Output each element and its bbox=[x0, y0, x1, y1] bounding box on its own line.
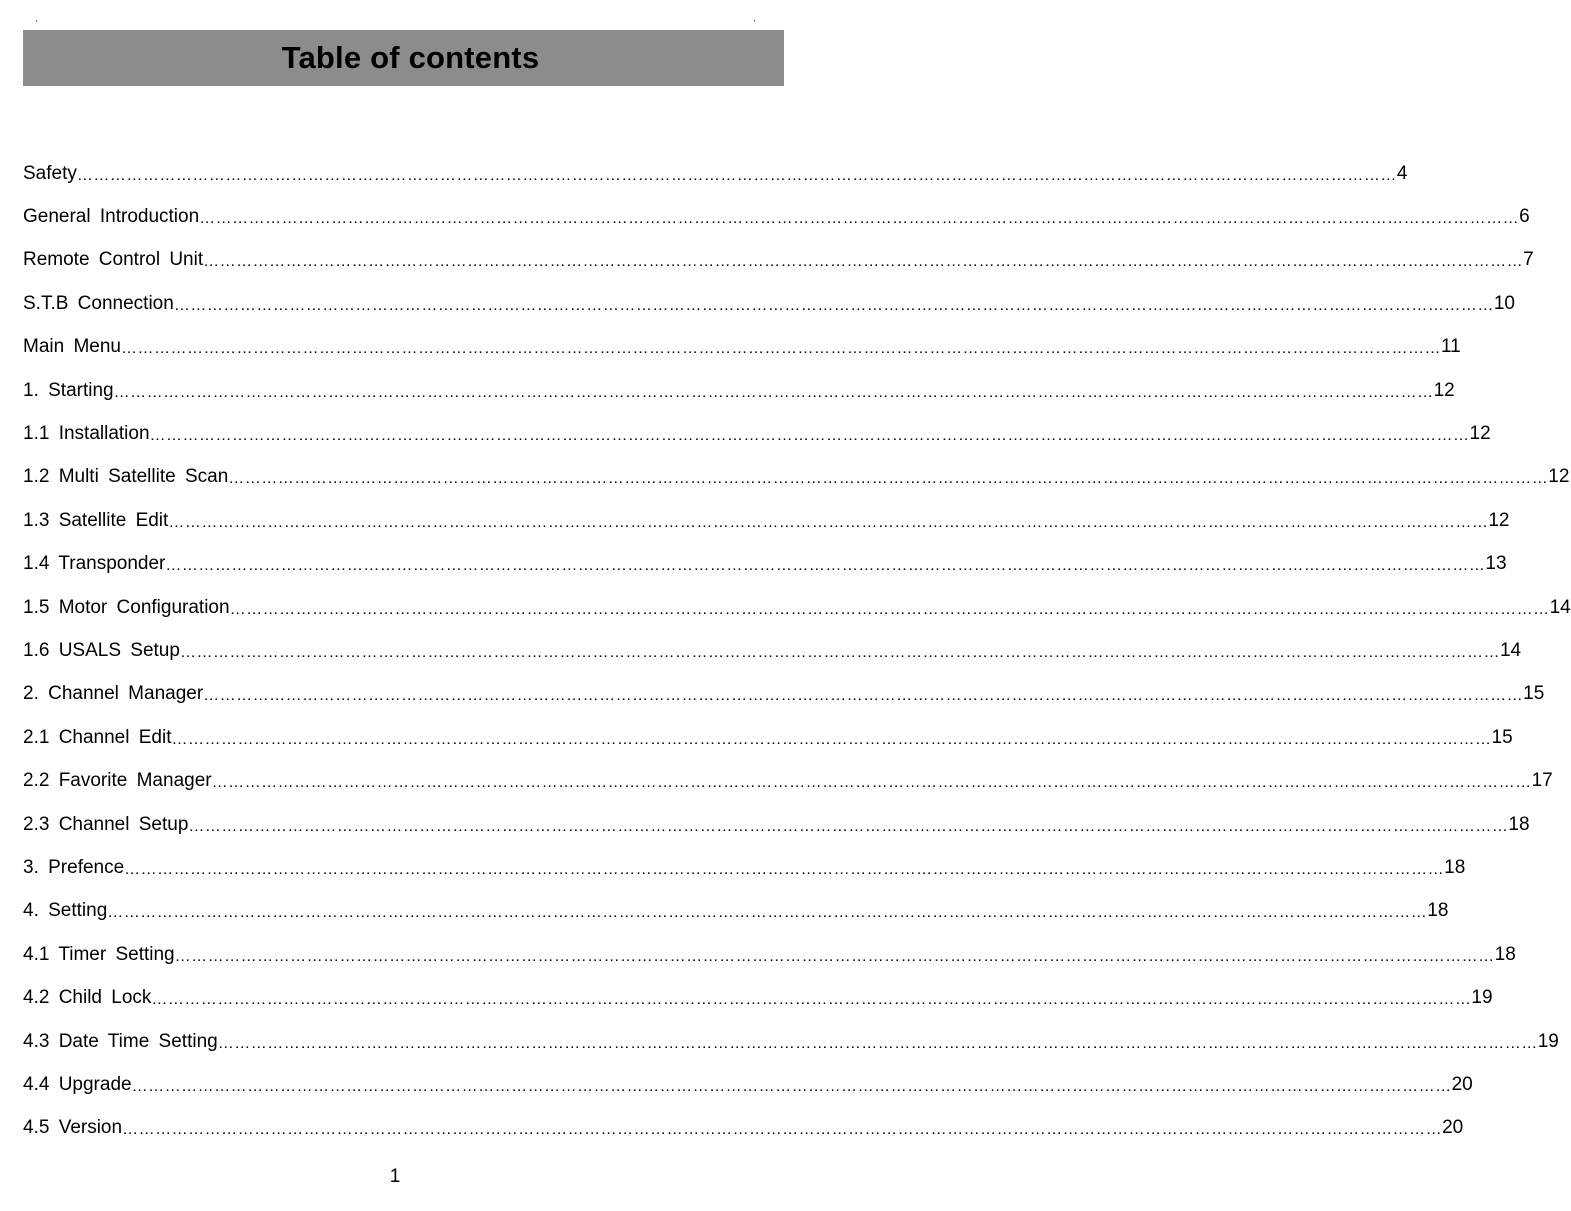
toc-entry-label: 1.4 Transponder bbox=[23, 553, 166, 575]
toc-entry[interactable] bbox=[23, 759, 1553, 802]
toc-dot-leader: …………………………………………………………………………………………………………………………………………………………………………………………………………………… bbox=[188, 817, 1509, 835]
toc-entry-label: 1.3 Satellite Edit bbox=[23, 509, 169, 531]
toc-entry[interactable] bbox=[23, 933, 1516, 976]
toc-entry-label: 2.2 Favorite Manager bbox=[23, 770, 212, 792]
toc-entry[interactable] bbox=[23, 543, 1507, 586]
toc-entry-page-number: 18 bbox=[1494, 943, 1516, 965]
toc-dot-leader: …………………………………………………………………………………………………………………………………………………………………………………………………………………… bbox=[121, 340, 1441, 358]
toc-entry-page-number: 12 bbox=[1548, 466, 1570, 488]
toc-entry-page-number: 6 bbox=[1519, 206, 1530, 228]
toc-entry[interactable] bbox=[23, 803, 1530, 846]
toc-entry[interactable] bbox=[23, 239, 1534, 282]
toc-entry-page-number: 15 bbox=[1491, 726, 1513, 748]
toc-entry-label: 4.2 Child Lock bbox=[23, 987, 152, 1009]
toc-entry-page-number: 20 bbox=[1451, 1073, 1473, 1095]
toc-dot-leader: …………………………………………………………………………………………………………………………………………………………………………………………………………………… bbox=[229, 600, 1550, 618]
toc-entry[interactable] bbox=[23, 369, 1455, 412]
toc-dot-leader: …………………………………………………………………………………………………………………………………………………………………………………………………………………… bbox=[203, 253, 1524, 271]
toc-entry-page-number: 19 bbox=[1537, 1030, 1559, 1052]
toc-dot-leader: …………………………………………………………………………………………………………………………………………………………………………………………………………………… bbox=[149, 427, 1470, 445]
toc-dot-leader: …………………………………………………………………………………………………………………………………………………………………………………………………………………… bbox=[174, 947, 1495, 965]
toc-entry-page-number: 14 bbox=[1549, 596, 1571, 618]
toc-dot-leader: …………………………………………………………………………………………………………………………………………………………………………………………………………………… bbox=[113, 383, 1434, 401]
toc-entry[interactable] bbox=[23, 846, 1466, 889]
page-title: Table of contents bbox=[281, 40, 540, 75]
toc-dot-leader: …………………………………………………………………………………………………………………………………………………………………………………………………………………… bbox=[165, 557, 1486, 575]
toc-entry[interactable] bbox=[23, 282, 1515, 325]
toc-entry-label: 4. Setting bbox=[23, 900, 108, 922]
toc-entry-page-number: 19 bbox=[1471, 987, 1493, 1009]
toc-dot-leader: …………………………………………………………………………………………………………………………………………………………………………………………………………………… bbox=[131, 1077, 1452, 1095]
toc-entry-label: Main Menu bbox=[23, 336, 121, 358]
toc-entry-page-number: 17 bbox=[1531, 770, 1553, 792]
toc-entry[interactable] bbox=[23, 629, 1522, 672]
toc-entry-page-number: 20 bbox=[1442, 1117, 1464, 1139]
toc-entry[interactable] bbox=[23, 456, 1570, 499]
toc-entry-page-number: 18 bbox=[1444, 856, 1466, 878]
toc-entry-page-number: 11 bbox=[1441, 336, 1461, 358]
toc-dot-leader: …………………………………………………………………………………………………………………………………………………………………………………………………………………… bbox=[151, 991, 1472, 1009]
toc-entry-label: S.T.B Connection bbox=[23, 292, 174, 314]
toc-dot-leader: …………………………………………………………………………………………………………………………………………………………………………………………………………………… bbox=[203, 687, 1524, 705]
toc-dot-leader: …………………………………………………………………………………………………………………………………………………………………………………………………………………… bbox=[199, 210, 1520, 228]
toc-entry-page-number: 12 bbox=[1488, 509, 1510, 531]
toc-entry[interactable] bbox=[23, 412, 1491, 455]
toc-entry-label: 2. Channel Manager bbox=[23, 683, 204, 705]
toc-dot-leader: …………………………………………………………………………………………………………………………………………………………………………………………………………………… bbox=[228, 470, 1549, 488]
toc-dot-leader: …………………………………………………………………………………………………………………………………………………………………………………………………………………… bbox=[122, 1121, 1443, 1139]
toc-entry-page-number: 12 bbox=[1433, 379, 1455, 401]
toc-entry-label: 1.5 Motor Configuration bbox=[23, 596, 230, 618]
toc-entry-label: 4.3 Date Time Setting bbox=[23, 1030, 218, 1052]
toc-dot-leader: …………………………………………………………………………………………………………………………………………………………………………………………………………………… bbox=[124, 860, 1445, 878]
toc-entry-label: Safety bbox=[23, 162, 77, 184]
toc-entry-label: 1.6 USALS Setup bbox=[23, 639, 180, 661]
toc-entry-page-number: 18 bbox=[1508, 813, 1530, 835]
toc-entry[interactable] bbox=[23, 195, 1530, 238]
toc-entry[interactable] bbox=[23, 1063, 1473, 1106]
toc-dot-leader: …………………………………………………………………………………………………………………………………………………………………………………………………………………… bbox=[173, 296, 1494, 314]
table-of-contents bbox=[23, 152, 1571, 1150]
title-bar bbox=[23, 30, 784, 86]
page-number: 1 bbox=[389, 1166, 401, 1187]
toc-entry[interactable] bbox=[23, 326, 1461, 369]
toc-dot-leader: …………………………………………………………………………………………………………………………………………………………………………………………………………………… bbox=[107, 904, 1428, 922]
toc-entry-label: 2.3 Channel Setup bbox=[23, 813, 189, 835]
toc-entry[interactable] bbox=[23, 1107, 1464, 1150]
toc-entry-label: 2.1 Channel Edit bbox=[23, 726, 172, 748]
toc-entry[interactable] bbox=[23, 152, 1408, 195]
toc-entry-label: 1.2 Multi Satellite Scan bbox=[23, 466, 229, 488]
toc-entry-label: 1. Starting bbox=[23, 379, 114, 401]
toc-entry[interactable] bbox=[23, 890, 1449, 933]
corner-mark-right: ' bbox=[754, 19, 756, 28]
toc-entry[interactable] bbox=[23, 499, 1510, 542]
toc-dot-leader: …………………………………………………………………………………………………………………………………………………………………………………………………………………… bbox=[171, 730, 1492, 748]
toc-dot-leader: …………………………………………………………………………………………………………………………………………………………………………………………………………………… bbox=[179, 643, 1500, 661]
toc-entry-page-number: 12 bbox=[1469, 423, 1491, 445]
toc-entry-page-number: 10 bbox=[1493, 292, 1515, 314]
toc-entry-label: General Introduction bbox=[23, 206, 200, 228]
toc-entry-page-number: 18 bbox=[1427, 900, 1449, 922]
toc-dot-leader: …………………………………………………………………………………………………………………………………………………………………………………………………………………… bbox=[76, 166, 1397, 184]
toc-entry-label: 4.4 Upgrade bbox=[23, 1073, 132, 1095]
toc-entry-page-number: 15 bbox=[1523, 683, 1545, 705]
toc-entry[interactable] bbox=[23, 716, 1513, 759]
toc-entry[interactable] bbox=[23, 673, 1545, 716]
toc-entry-page-number: 7 bbox=[1523, 249, 1534, 271]
toc-entry-label: 3. Prefence bbox=[23, 856, 125, 878]
toc-dot-leader: …………………………………………………………………………………………………………………………………………………………………………………………………………………… bbox=[217, 1034, 1538, 1052]
toc-entry-page-number: 13 bbox=[1485, 553, 1507, 575]
toc-entry-label: 4.1 Timer Setting bbox=[23, 943, 175, 965]
toc-dot-leader: …………………………………………………………………………………………………………………………………………………………………………………………………………………… bbox=[211, 774, 1532, 792]
toc-entry-label: Remote Control Unit bbox=[23, 249, 204, 271]
toc-entry-page-number: 4 bbox=[1396, 162, 1408, 184]
corner-mark-left: ' bbox=[36, 19, 38, 28]
toc-entry[interactable] bbox=[23, 586, 1571, 629]
toc-entry[interactable] bbox=[23, 976, 1493, 1019]
toc-entry-page-number: 14 bbox=[1499, 639, 1522, 661]
toc-dot-leader: …………………………………………………………………………………………………………………………………………………………………………………………………………………… bbox=[168, 513, 1489, 531]
toc-entry-label: 1.1 Installation bbox=[23, 423, 150, 445]
toc-entry-label: 4.5 Version bbox=[23, 1117, 123, 1139]
toc-entry[interactable] bbox=[23, 1020, 1559, 1063]
